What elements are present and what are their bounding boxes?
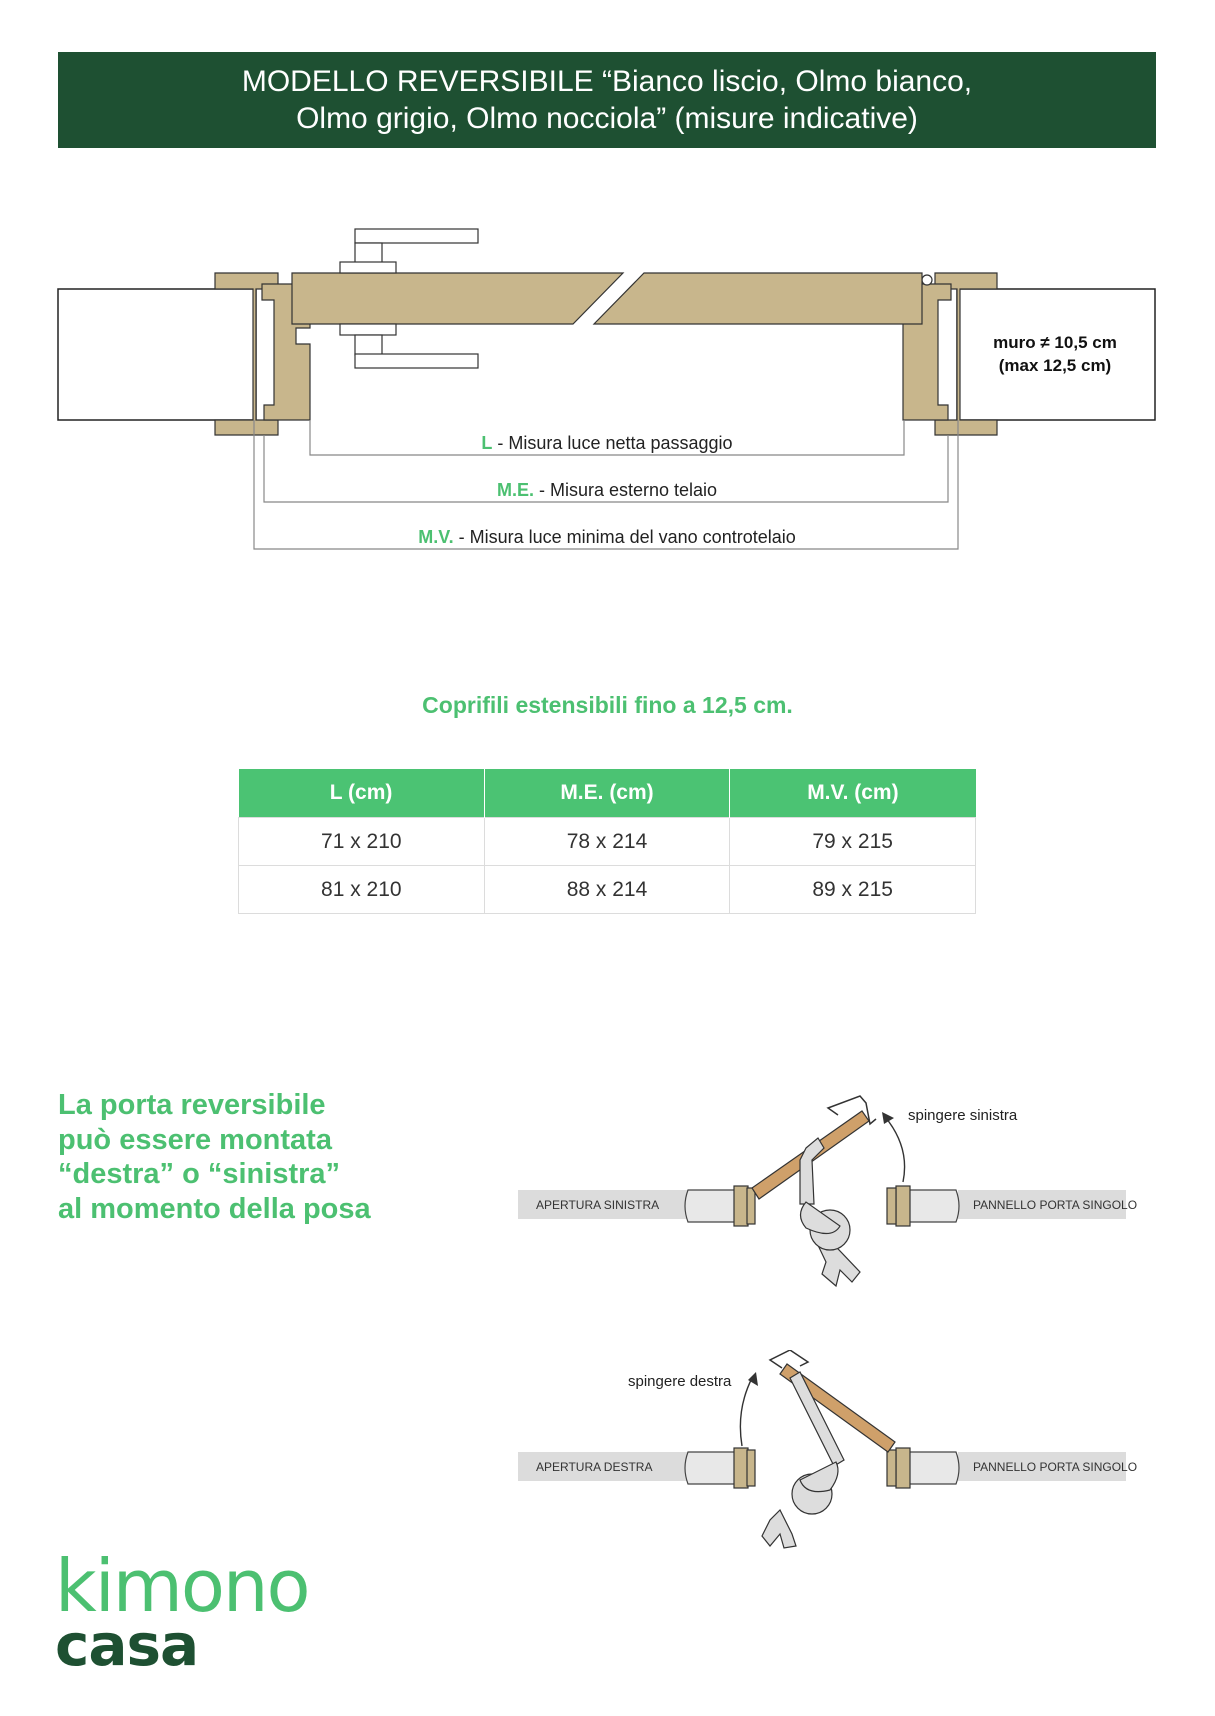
table-cell: 81 x 210 — [239, 866, 485, 914]
header-banner — [58, 52, 1156, 148]
person-figure-left — [800, 1138, 860, 1286]
install-diagram-right — [0, 1350, 1215, 1560]
push-label-left: spingere sinistra — [908, 1107, 1018, 1124]
dim-label-mv: M.V. - Misura luce minima del vano controtelaio — [418, 527, 796, 547]
kimono-casa-logo — [55, 1544, 309, 1679]
panel-label-left: PANNELLO PORTA SINGOLO — [973, 1198, 1138, 1212]
dim-label-me: M.E. - Misura esterno telaio — [496, 480, 718, 500]
door-leaf-section — [292, 273, 922, 324]
casing-subtitle: Coprifili estensibili fino a 12,5 cm. — [422, 692, 793, 718]
table-cell: 79 x 215 — [730, 818, 976, 866]
reversible-note-line-2: può essere montata — [58, 1123, 332, 1156]
table-cell: 71 x 210 — [239, 818, 485, 866]
header-title-line-2: Olmo grigio, Olmo nocciola” (misure indicative) — [296, 102, 918, 135]
door-section-diagram — [0, 200, 1215, 570]
header-title-line-1: MODELLO REVERSIBILE “Bianco liscio, Olmo bianco, — [241, 65, 973, 98]
wall-label-line-2: (max 12,5 cm) — [998, 356, 1112, 375]
table-cell: 89 x 215 — [730, 866, 976, 914]
table-header-l: L (cm) — [239, 769, 485, 818]
table-row — [239, 818, 976, 866]
table-cell: 88 x 214 — [484, 866, 730, 914]
panel-label-right: PANNELLO PORTA SINGOLO — [973, 1460, 1138, 1474]
reversible-note-line-3: “destra” o “sinistra” — [58, 1158, 341, 1190]
table-cell: 78 x 214 — [484, 818, 730, 866]
logo-line-1: kimono — [55, 1544, 309, 1628]
table-row — [239, 866, 976, 914]
opening-label-right: APERTURA DESTRA — [536, 1460, 653, 1474]
reversible-note-line-1: La porta reversibile — [58, 1089, 326, 1121]
opening-label-left: APERTURA SINISTRA — [536, 1198, 660, 1212]
table-header-row — [239, 769, 976, 818]
logo-line-2: casa — [55, 1611, 199, 1679]
table-header-mv: M.V. (cm) — [730, 769, 976, 818]
push-label-right: spingere destra — [628, 1373, 732, 1390]
wall-label-line-1: muro ≠ 10,5 cm — [993, 333, 1117, 352]
table-header-me: M.E. (cm) — [484, 769, 730, 818]
install-diagram-left — [0, 1090, 1215, 1305]
wall-left — [58, 289, 256, 420]
reversible-note-line-4: al momento della posa — [58, 1192, 371, 1225]
dim-label-l: L - Misura luce netta passaggio — [481, 433, 733, 453]
sizes-table — [238, 769, 976, 914]
wall-right — [957, 289, 1155, 420]
